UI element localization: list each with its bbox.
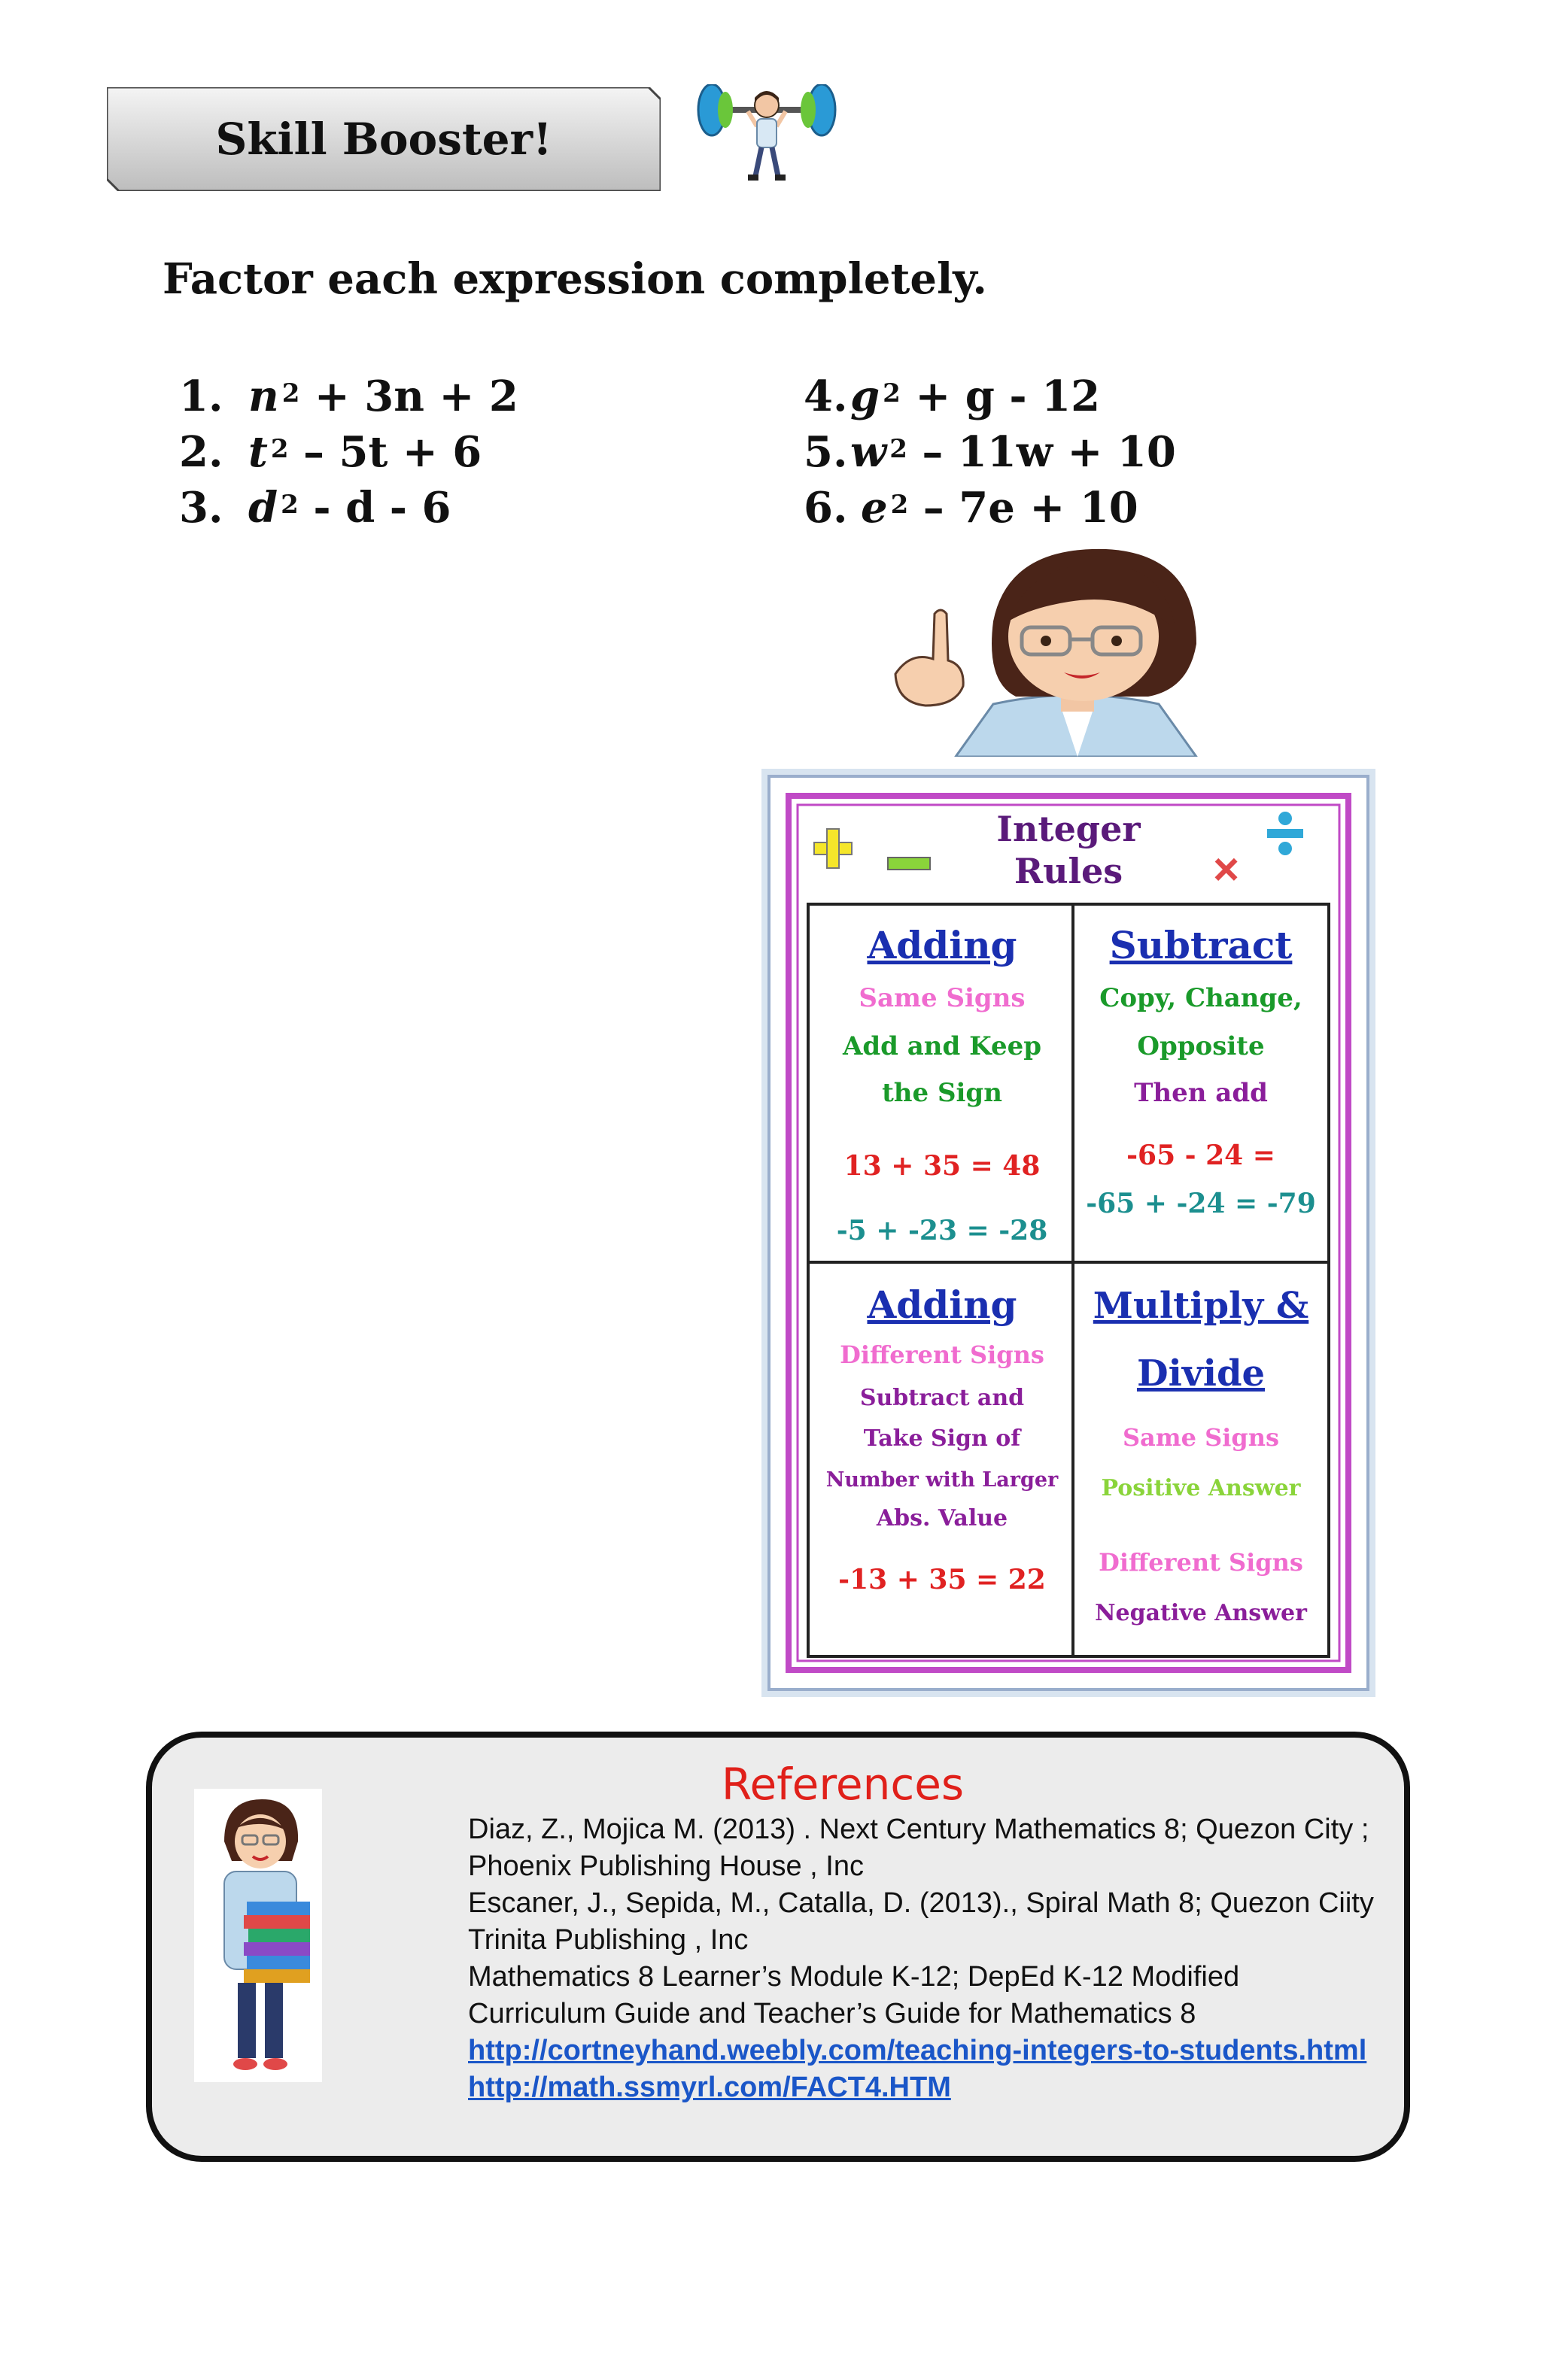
adding-diff-example1: -13 + 35 = 22 xyxy=(838,1564,1046,1595)
subtract-rule3: Then add xyxy=(1134,1078,1268,1108)
reference-link-cortneyhand[interactable]: http://cortneyhand.weebly.com/teaching-integers-to-students.html xyxy=(468,2035,1367,2066)
integer-rules-poster xyxy=(761,769,1375,1697)
adding-same-example1: 13 + 35 = 48 xyxy=(843,1150,1041,1182)
adding-diff-heading: Adding xyxy=(867,1283,1017,1327)
adding-same-example2: -5 + -23 = -28 xyxy=(836,1215,1048,1246)
multiply-sub1: Same Signs xyxy=(1122,1423,1280,1452)
subtract-example2: -65 + -24 = -79 xyxy=(1086,1188,1316,1219)
reference-line: Trinita Publishing , Inc xyxy=(468,1924,749,1956)
multiply-sub2: Different Signs xyxy=(1099,1548,1303,1577)
poster-title-line1: Integer xyxy=(996,809,1141,849)
times-icon: × xyxy=(1213,844,1240,894)
reference-line: Phoenix Publishing House , Inc xyxy=(468,1850,864,1882)
adding-same-rule1: Add and Keep xyxy=(843,1031,1041,1061)
teacher-pointing-avatar-icon xyxy=(880,539,1272,757)
reference-line: Mathematics 8 Learner’s Module K-12; DepEd K-12 Modified xyxy=(468,1961,1240,1993)
adding-diff-rule3: Number with Larger xyxy=(825,1468,1059,1492)
references-list xyxy=(468,1811,1409,2106)
minus-icon xyxy=(888,858,930,870)
problem-3: 3. d $^2$ - d - 6 xyxy=(179,483,451,533)
references-title: References xyxy=(721,1759,965,1810)
reference-line: Escaner, J., Sepida, M., Catalla, D. (2013)., Spiral Math 8; Quezon Ciity xyxy=(468,1887,1374,1919)
teacher-with-books-avatar-icon xyxy=(194,1789,322,2082)
subtract-rule1: Copy, Change, xyxy=(1099,983,1302,1013)
instruction-text: Factor each expression completely. xyxy=(163,254,987,304)
adding-diff-rule2: Take Sign of xyxy=(863,1425,1021,1452)
problem-6: 6. e $^2$ – 7e + 10 xyxy=(804,483,1138,533)
problem-5: 5. w $^2$ – 11w + 10 xyxy=(804,427,1176,477)
subtract-rule2: Opposite xyxy=(1137,1031,1265,1061)
multiply-heading1: Multiply & xyxy=(1093,1285,1309,1327)
banner-label: Skill Booster! xyxy=(215,114,552,165)
problem-1: 1. n $^2$ + 3n + 2 xyxy=(179,372,518,421)
adding-same-heading: Adding xyxy=(867,923,1017,967)
multiply-ans1: Positive Answer xyxy=(1101,1475,1301,1501)
multiply-heading2: Divide xyxy=(1136,1352,1266,1395)
subtract-example1: -65 - 24 = xyxy=(1126,1140,1275,1171)
adding-diff-rule1: Subtract and xyxy=(859,1385,1025,1411)
problem-2: 2. t $^2$ – 5t + 6 xyxy=(179,427,482,477)
poster-title-line2: Rules xyxy=(1014,851,1123,891)
adding-diff-rule4: Abs. Value xyxy=(876,1505,1008,1532)
reference-link-ssmyrl[interactable]: http://math.ssmyrl.com/FACT4.HTM xyxy=(468,2072,951,2103)
reference-line: Diaz, Z., Mojica M. (2013) . Next Century Mathematics 8; Quezon City ; xyxy=(468,1814,1369,1845)
adding-diff-sub: Different Signs xyxy=(840,1340,1044,1369)
weightlifter-avatar-icon xyxy=(695,84,838,194)
subtract-heading: Subtract xyxy=(1109,923,1293,967)
reference-line: Curriculum Guide and Teacher’s Guide for Mathematics 8 xyxy=(468,1998,1196,2029)
adding-same-sub: Same Signs xyxy=(859,983,1026,1013)
adding-same-rule2: the Sign xyxy=(882,1078,1002,1108)
problem-4: 4. g $^2$ + g - 12 xyxy=(804,372,1101,421)
multiply-ans2: Negative Answer xyxy=(1095,1600,1307,1626)
